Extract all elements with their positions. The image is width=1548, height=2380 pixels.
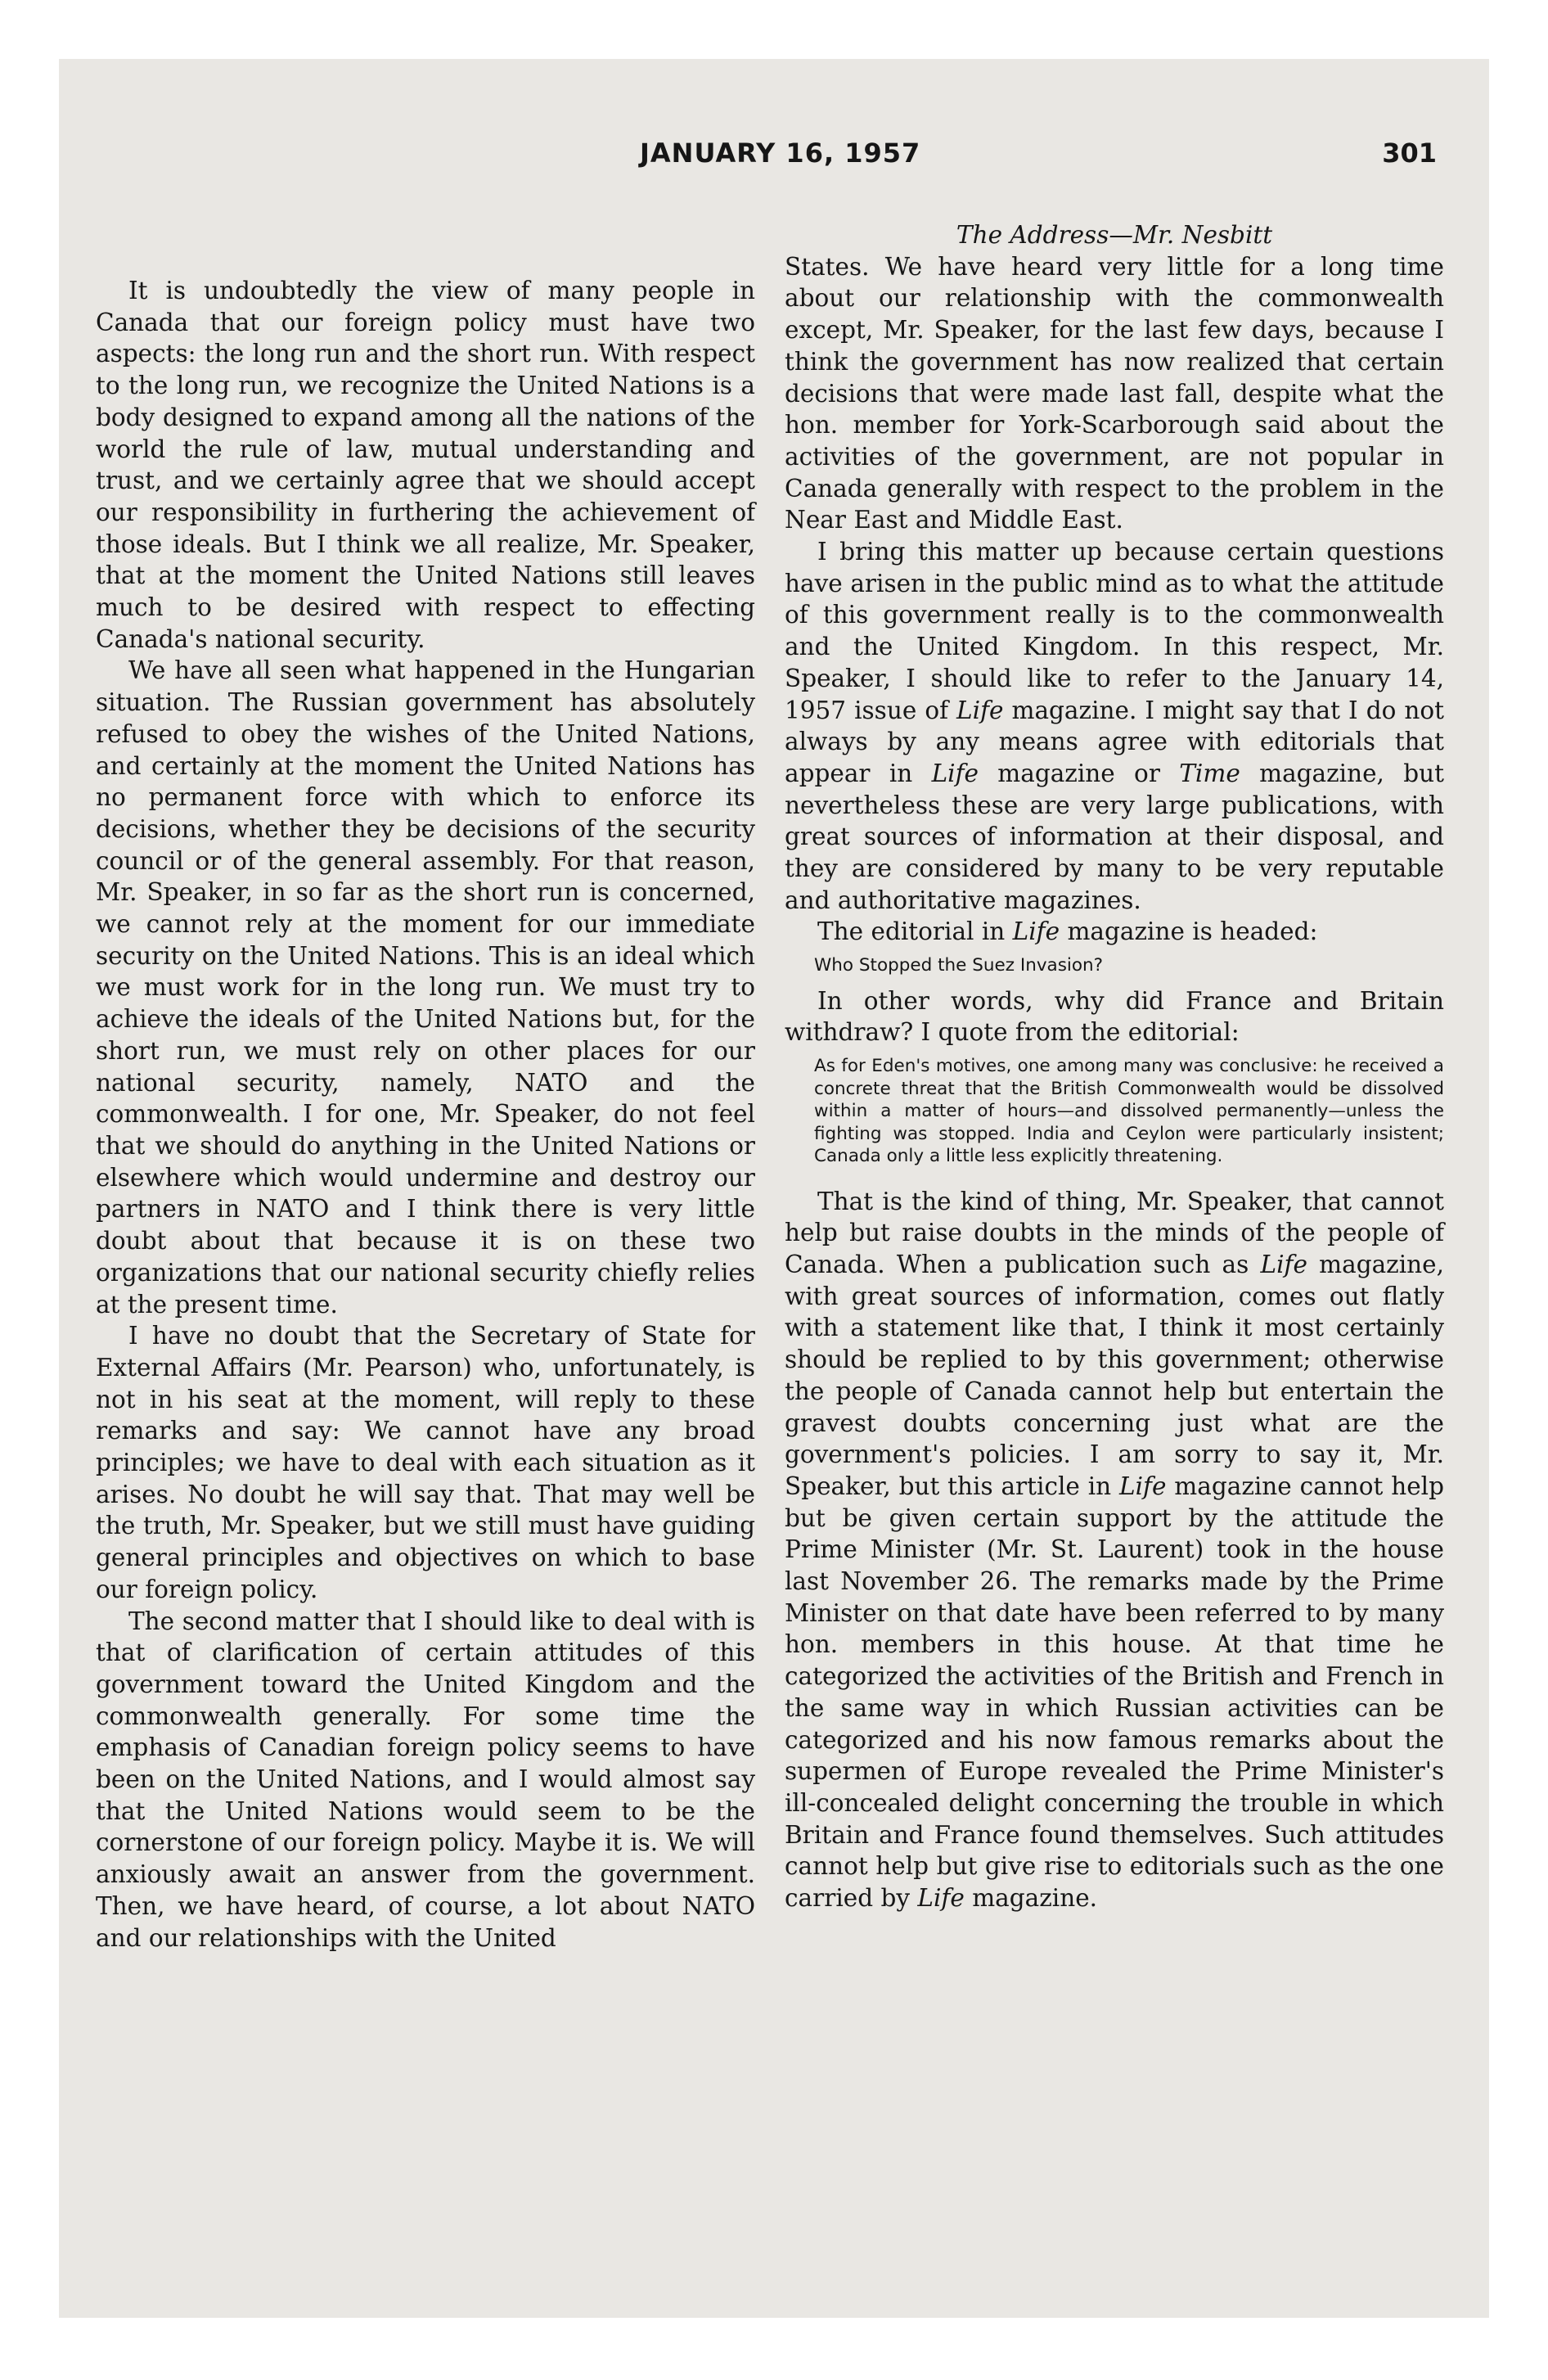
block-quote: As for Eden's motives, one among many was conclusive: he received a concrete threat that the British Commonwealth would be dissolved within a matter of hours—and dissolved permanently—unless the fighting was stopped. India and Ceylon were particularly insistent; Canada only a little less explicitly threatening.	[814, 1056, 1444, 1167]
paragraph: We have all seen what happened in the Hungarian situation. The Russian government has absolutely refused to obey the wishes of the United Nations, and certainly at the moment the United Nations has no permanent force with which to enforce its decisions, whether they be decisions of the security council or of the general assembly. For that reason, Mr. Speaker, in so far as the short run is concerned, we cannot rely at the moment for our immediate security on the United Nations. This is an ideal which we must work for in the long run. We must try to achieve the ideals of the United Nations but, for the short run, we must rely on other places for our national security, namely, NATO and the commonwealth. I for one, Mr. Speaker, do not feel that we should do anything in the United Nations or elsewhere which would undermine and destroy our partners in NATO and I think there is very little doubt about that because it is on these two organizations that our national security chiefly relies at the present time.	[96, 656, 755, 1318]
page-header	[59, 137, 1489, 185]
paragraph	[785, 1186, 1444, 1914]
page-date: JANUARY 16, 1957	[640, 137, 921, 169]
paragraph: The second matter that I should like to deal with is that of clarification of certain attitudes of this government toward the United Kingdom and the commonwealth generally. For some time the emphasis of Canadian foreign policy seems to have been on the United Nations, and I would almost say that the United Nations would seem to be the cornerstone of our foreign policy. Maybe it is. We will anxiously await an answer from the government. Then, we have heard, of course, a lot about NATO and our relationships with the United	[96, 1607, 755, 1952]
text-run: magazine.	[964, 1884, 1098, 1913]
magazine-title: Time	[1179, 759, 1240, 787]
magazine-title: Life	[1119, 1472, 1167, 1500]
text-run: The editorial in	[817, 917, 1013, 946]
right-column	[785, 219, 1444, 1914]
magazine-title: Life	[917, 1884, 965, 1913]
magazine-title: Life	[1260, 1250, 1307, 1278]
text-run: magazine or	[978, 759, 1180, 787]
magazine-title: Life	[931, 759, 979, 787]
paragraph: I have no doubt that the Secretary of State for External Affairs (Mr. Pearson) who, unfortunately, is not in his seat at the moment, will reply to these remarks and say: We cannot have any broad principles; we have to deal with each situation as it arises. No doubt he will say that. That may well be the truth, Mr. Speaker, but we still must have guiding general principles and objectives on which to base our foreign policy.	[96, 1322, 755, 1603]
text-run: That is the kind of thing, Mr. Speaker, that cannot help but raise doubts in the minds of the people of Canada. When a publication such as	[785, 1187, 1444, 1278]
quote-heading: Who Stopped the Suez Invasion?	[814, 955, 1104, 976]
page-number: 301	[1382, 137, 1437, 169]
page	[59, 59, 1489, 2318]
text-run: I bring this matter up because certain questions have arisen in the public mind as to what the attitude of this government really is to the commonwealth and the United Kingdom. In this respect, Mr. Speaker, I should like to refer to the January 14, 1957 issue of	[785, 538, 1444, 724]
magazine-title: Life	[956, 696, 1004, 724]
paragraph: States. We have heard very little for a long time about our relationship with the commonwealth except, Mr. Speaker, for the last few days, because I think the government has now realized that certain decisions that were made last fall, despite what the hon. member for York-Scarborough said about the activities of the government, are not popular in Canada generally with respect to the problem in the Near East and Middle East.	[785, 252, 1444, 534]
paragraph: It is undoubtedly the view of many people in Canada that our foreign policy must have two aspects: the long run and the short run. With respect to the long run, we recognize the United Nations is a body designed to expand among all the nations of the world the rule of law, mutual understanding and trust, and we certainly agree that we should accept our responsibility in furthering the achievement of those ideals. But I think we all realize, Mr. Speaker, that at the moment the United Nations still leaves much to be desired with respect to effecting Canada's national security.	[96, 277, 755, 653]
paragraph: In other words, why did France and Britain withdraw? I quote from the editorial:	[785, 986, 1444, 1047]
magazine-title: Life	[1012, 917, 1060, 946]
paragraph	[785, 536, 1444, 916]
text-run: magazine. I might say that I do not always by any means agree with editorials that appear in	[785, 696, 1444, 787]
text-run: magazine, but nevertheless these are very large publications, with great sources of information at their disposal, and they are considered by many to be very reputable and authoritative magazines.	[785, 759, 1444, 914]
text-run: magazine cannot help but be given certain support by the attitude the Prime Minister (Mr. St. Laurent) took in the house last November 26. The remarks made by the Prime Minister on that date have been referred to by many hon. members in this house. At that time he categorized the activities of the British and French in the same way in which Russian activities can be categorized and his now famous remarks about the supermen of Europe revealed the Prime Minister's ill-concealed delight concerning the trouble in which Britain and France found themselves. Such attitudes cannot help but give rise to editorials such as the one carried by	[785, 1472, 1444, 1913]
paragraph	[785, 916, 1444, 948]
text-run: magazine, with great sources of information, comes out flatly with a statement like that, I think it most certainly should be replied to by this government; otherwise the people of Canada cannot help but entertain the gravest doubts concerning just what are the government's policies. I am sorry to say it, Mr. Speaker, but this article in	[785, 1250, 1444, 1500]
running-title: The Address—Mr. Nesbitt	[956, 221, 1273, 249]
left-column	[96, 275, 755, 1954]
text-run: magazine is headed:	[1060, 917, 1318, 946]
